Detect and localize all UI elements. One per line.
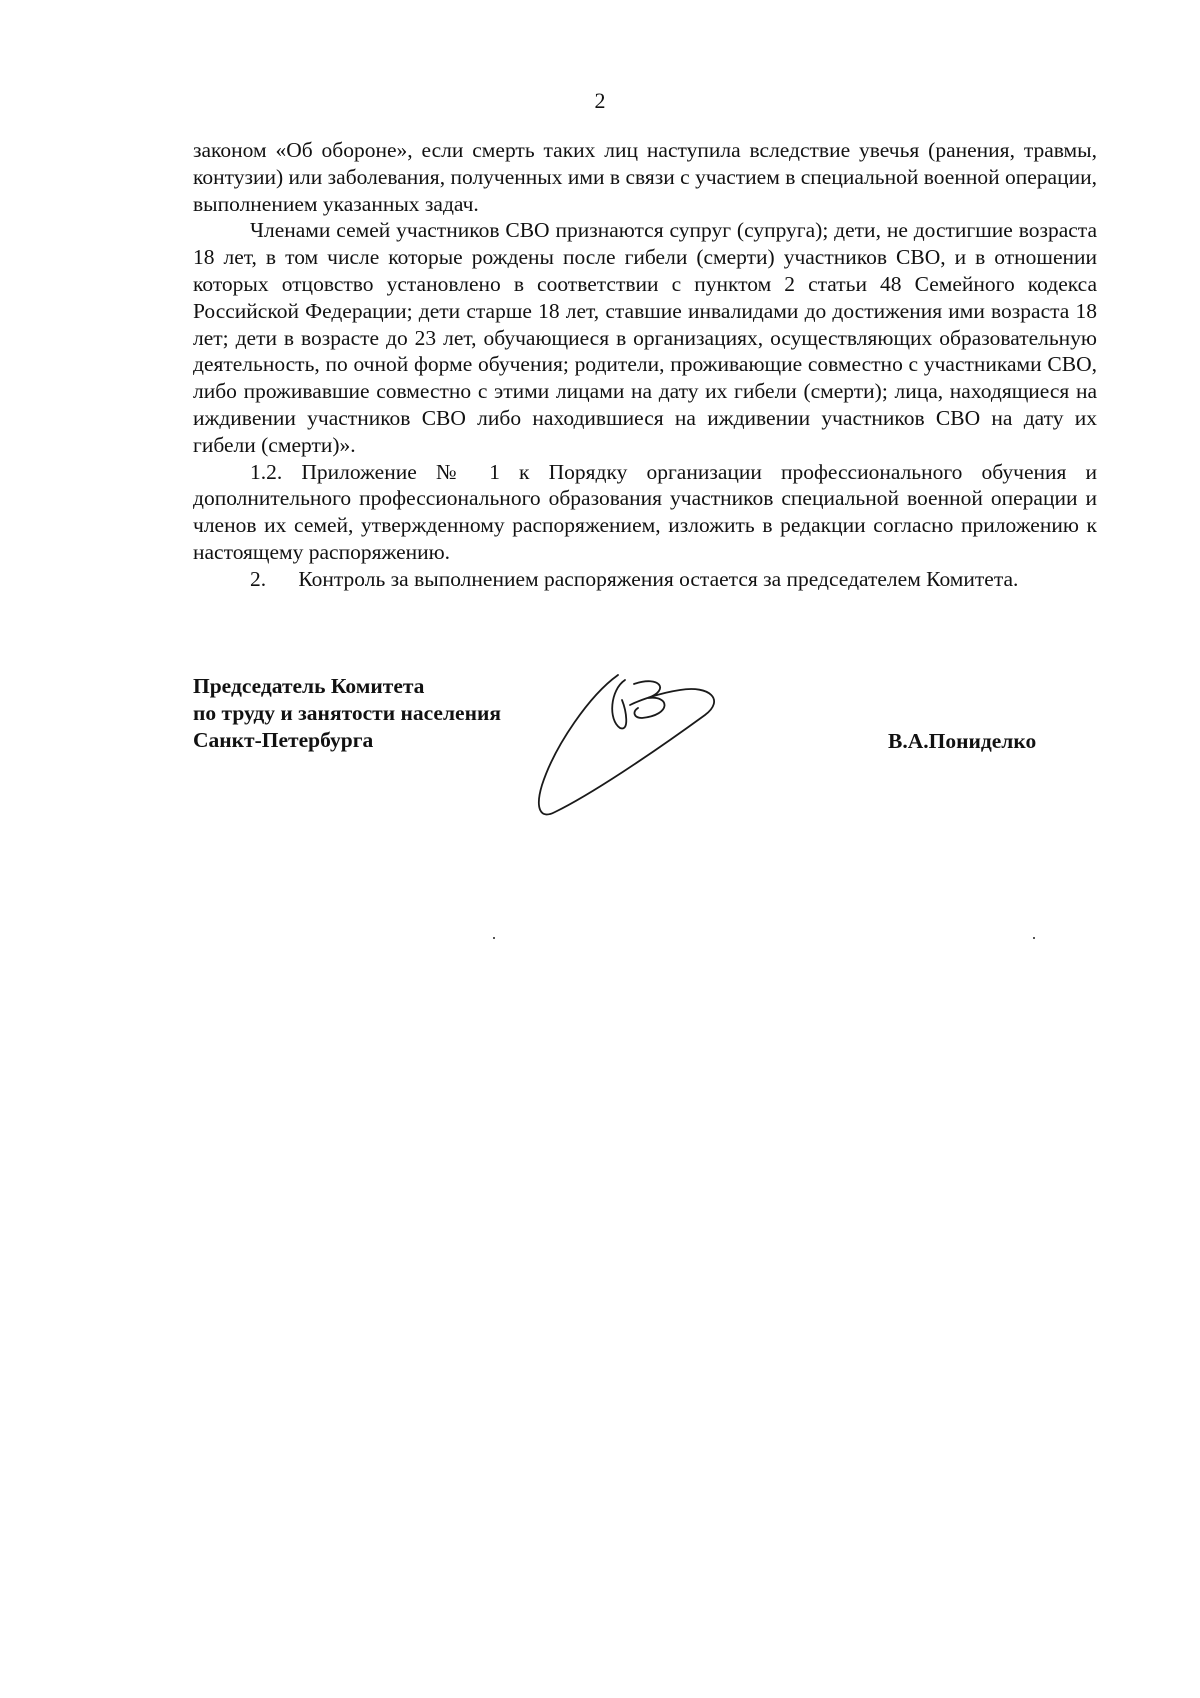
paragraph-continuation: законом «Об обороне», если смерть таких лиц наступила вследствие увечья (ранения, травмы, контузии) или заболевания, полученных ими в связи с участием в специальной военной операции, выполнением указанных задач. (193, 138, 1097, 216)
document-body (193, 137, 1097, 593)
handwritten-signature (530, 660, 740, 830)
paragraph-item-1-2: 1.2. Приложение № 1 к Порядку организации профессионального обучения и дополнительного профессионального образования участников специальной военной операции и членов их семей, утвержденному распоряжением, изложить в редакции согласно приложению к настоящему распоряжению. (193, 459, 1097, 564)
signer-name: В.А.Пониделко (888, 729, 1037, 753)
scan-artifact (1033, 937, 1035, 939)
signatory-title-line: Председатель Комитета (193, 674, 425, 698)
page-number: 2 (594, 88, 606, 113)
paragraph-item-2: 2. Контроль за выполнением распоряжения остается за председателем Комитета. (250, 566, 1019, 591)
scan-artifact (493, 937, 495, 939)
signatory-title-line: Санкт-Петербурга (193, 728, 374, 752)
signatory-title-line: по труду и занятости населения (193, 701, 501, 725)
paragraph-family-members: Членами семей участников СВО признаются супруг (супруга); дети, не достигшие возраста 18 лет, в том числе которые рождены после гибели (смерти) участников СВО, и в отношении которых отцовство установлено в соответствии с пунктом 2 статьи 48 Семейного кодекса Российской Федерации; дети старше 18 лет, ставшие инвалидами до достижения ими возраста 18 лет; дети в возрасте до 23 лет, обучающиеся в организациях, осуществляющих образовательную деятельность, по очной форме обучения; родители, проживающие совместно с участниками СВО, либо проживавшие совместно с этими лицами на дату их гибели (смерти); лица, находящиеся на иждивении участников СВО либо находившиеся на иждивении участников СВО на дату их гибели (смерти)». (193, 218, 1097, 457)
signatory-title (193, 673, 501, 754)
